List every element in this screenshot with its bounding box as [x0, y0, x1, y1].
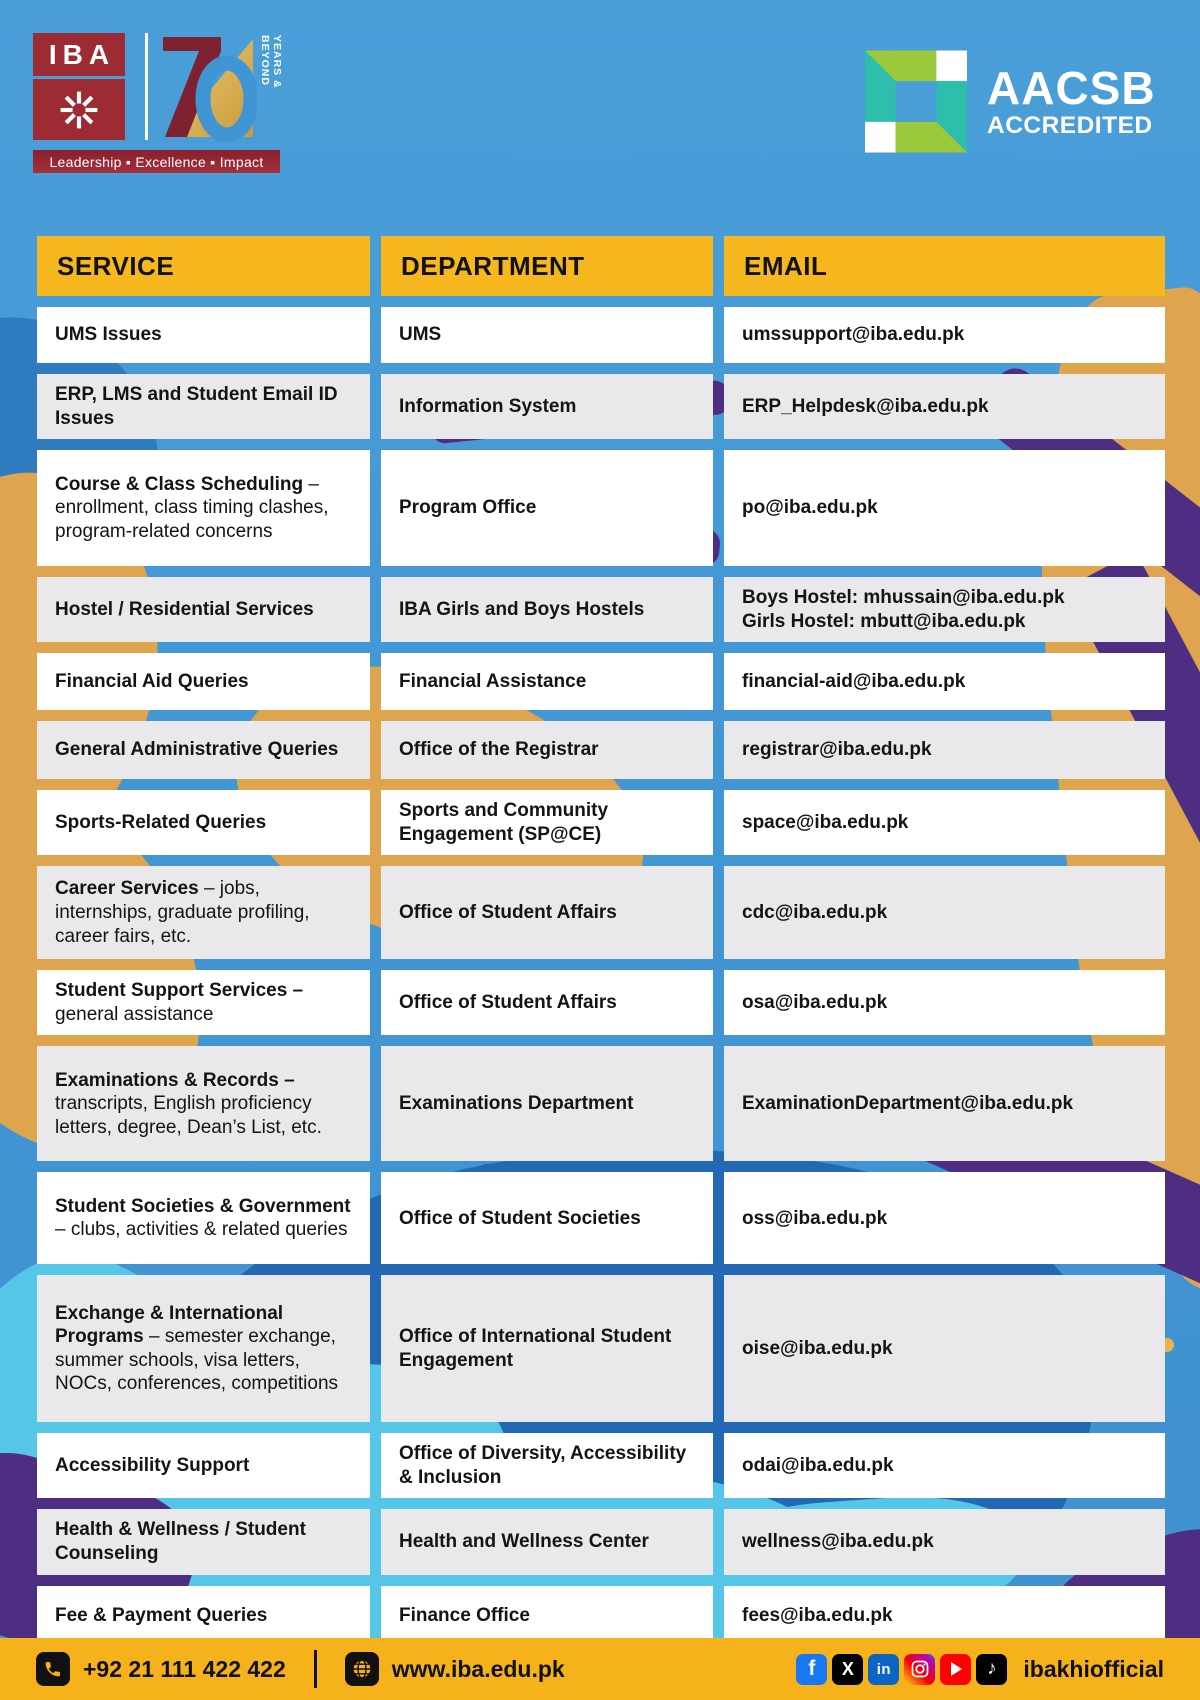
instagram-icon[interactable]	[904, 1654, 935, 1685]
table-row	[37, 1172, 1165, 1264]
footer-bar	[0, 1638, 1200, 1700]
column-header-email: EMAIL	[724, 236, 1165, 296]
email-cell[interactable]	[724, 1509, 1165, 1574]
youtube-icon[interactable]	[940, 1654, 971, 1685]
aacsb-text	[987, 61, 1156, 139]
email-address[interactable]: ERP_Helpdesk@iba.edu.pk	[742, 395, 989, 417]
email-cell[interactable]	[724, 721, 1165, 779]
email-address[interactable]: osa@iba.edu.pk	[742, 992, 888, 1014]
aacsb-logo	[865, 48, 1156, 155]
service-cell: Examinations & Records – transcripts, English proficiency letters, degree, Dean’s List, etc.	[37, 1046, 370, 1161]
department-cell: Examinations Department	[381, 1046, 713, 1161]
table-row	[37, 1509, 1165, 1574]
website-url[interactable]: www.iba.edu.pk	[391, 1655, 565, 1682]
email-address[interactable]: odai@iba.edu.pk	[742, 1455, 894, 1477]
service-cell: Sports-Related Queries	[37, 790, 370, 855]
column-header-service: SERVICE	[37, 236, 370, 296]
service-cell: Hostel / Residential Services	[37, 577, 370, 642]
service-cell: UMS Issues	[37, 307, 370, 363]
social-handle: ibakhiofficial	[1023, 1655, 1164, 1682]
email-address[interactable]: Boys Hostel: mhussain@iba.edu.pk	[742, 587, 1065, 609]
email-cell[interactable]	[724, 1046, 1165, 1161]
service-cell: Exchange & International Programs – semester exchange, summer schools, visa letters, NOCs, conferences, competitions	[37, 1275, 370, 1422]
table-row	[37, 653, 1165, 710]
globe-icon	[345, 1652, 379, 1686]
footer-divider	[314, 1650, 317, 1688]
table-row	[37, 1275, 1165, 1422]
department-cell: Office of Diversity, Accessibility & Inclusion	[381, 1433, 713, 1498]
department-cell: Office of the Registrar	[381, 721, 713, 779]
service-cell: Student Support Services – general assistance	[37, 970, 370, 1035]
service-cell: Course & Class Scheduling – enrollment, class timing clashes, program-related concerns	[37, 450, 370, 566]
x-twitter-icon[interactable]: X	[832, 1654, 863, 1685]
email-address[interactable]: ExaminationDepartment@iba.edu.pk	[742, 1093, 1074, 1115]
table-row	[37, 866, 1165, 959]
table-row	[37, 1433, 1165, 1498]
table-row	[37, 577, 1165, 642]
email-address[interactable]: po@iba.edu.pk	[742, 497, 878, 519]
service-directory-table	[37, 236, 1165, 1646]
iba-acronym: IBA	[48, 38, 116, 70]
email-cell[interactable]	[724, 1586, 1165, 1646]
service-cell: General Administrative Queries	[37, 721, 370, 779]
email-address[interactable]: cdc@iba.edu.pk	[742, 902, 888, 923]
department-cell: Information System	[381, 374, 713, 439]
table-row	[37, 1046, 1165, 1161]
email-address[interactable]: space@iba.edu.pk	[742, 811, 909, 833]
iba-wordmark	[33, 33, 125, 76]
table-body	[37, 307, 1165, 1646]
email-cell[interactable]	[724, 790, 1165, 855]
iba-snowflake-icon	[56, 87, 102, 133]
email-address[interactable]: oise@iba.edu.pk	[742, 1338, 893, 1360]
facebook-icon[interactable]: f	[796, 1654, 827, 1685]
email-cell[interactable]	[724, 450, 1165, 566]
department-cell: Sports and Community Engagement (SP@CE)	[381, 790, 713, 855]
email-address[interactable]: wellness@iba.edu.pk	[742, 1531, 934, 1553]
service-cell: Career Services – jobs, internships, graduate profiling, career fairs, etc.	[37, 866, 370, 959]
aacsb-status: ACCREDITED	[987, 111, 1153, 139]
email-address[interactable]: Girls Hostel: mbutt@iba.edu.pk	[742, 610, 1026, 632]
email-cell[interactable]	[724, 1433, 1165, 1498]
email-cell[interactable]	[724, 374, 1165, 439]
iba-logo	[33, 33, 283, 175]
service-cell: Financial Aid Queries	[37, 653, 370, 710]
social-icons	[791, 1654, 1007, 1685]
service-cell: Health & Wellness / Student Counseling	[37, 1509, 370, 1574]
play-icon	[951, 1662, 962, 1676]
service-cell: Student Societies & Government – clubs, activities & related queries	[37, 1172, 370, 1264]
department-cell: IBA Girls and Boys Hostels	[381, 577, 713, 642]
email-address[interactable]: registrar@iba.edu.pk	[742, 739, 932, 761]
department-cell: Office of Student Affairs	[381, 866, 713, 959]
email-cell[interactable]	[724, 1172, 1165, 1264]
department-cell: Program Office	[381, 450, 713, 566]
linkedin-icon[interactable]: in	[868, 1654, 899, 1685]
department-cell: Financial Assistance	[381, 653, 713, 710]
email-cell[interactable]	[724, 577, 1165, 642]
table-row	[37, 374, 1165, 439]
email-cell[interactable]	[724, 970, 1165, 1035]
tiktok-icon[interactable]: ♪	[976, 1654, 1007, 1685]
email-address[interactable]: umssupport@iba.edu.pk	[742, 324, 965, 346]
department-cell: Office of Student Societies	[381, 1172, 713, 1264]
anniversary-70-mark	[161, 33, 257, 142]
table-row	[37, 790, 1165, 855]
service-cell: Accessibility Support	[37, 1433, 370, 1498]
email-address[interactable]: fees@iba.edu.pk	[742, 1604, 893, 1626]
table-row	[37, 307, 1165, 363]
department-cell: Finance Office	[381, 1586, 713, 1646]
phone-icon	[36, 1652, 70, 1686]
iba-tagline: Leadership ▪ Excellence ▪ Impact	[33, 150, 280, 173]
table-row	[37, 970, 1165, 1035]
department-cell: UMS	[381, 307, 713, 363]
email-address[interactable]: oss@iba.edu.pk	[742, 1207, 888, 1229]
email-cell[interactable]	[724, 653, 1165, 710]
table-row	[37, 450, 1165, 566]
phone-number[interactable]: +92 21 111 422 422	[83, 1655, 286, 1682]
logo-divider	[145, 33, 148, 140]
table-row	[37, 721, 1165, 779]
department-cell: Office of Student Affairs	[381, 970, 713, 1035]
anniversary-caption: YEARS & BEYOND	[259, 35, 283, 89]
iba-symbol	[33, 79, 125, 140]
aacsb-pinwheel-icon	[865, 48, 967, 155]
department-cell: Office of International Student Engagement	[381, 1275, 713, 1422]
table-header-row	[37, 236, 1165, 296]
department-cell: Health and Wellness Center	[381, 1509, 713, 1574]
email-cell[interactable]	[724, 866, 1165, 959]
email-cell[interactable]	[724, 307, 1165, 363]
table-row	[37, 1586, 1165, 1646]
service-cell: ERP, LMS and Student Email ID Issues	[37, 374, 370, 439]
service-cell: Fee & Payment Queries	[37, 1586, 370, 1646]
column-header-department: DEPARTMENT	[381, 236, 713, 296]
email-cell[interactable]	[724, 1275, 1165, 1422]
aacsb-name: AACSB	[987, 61, 1156, 114]
email-address[interactable]: financial-aid@iba.edu.pk	[742, 670, 966, 692]
